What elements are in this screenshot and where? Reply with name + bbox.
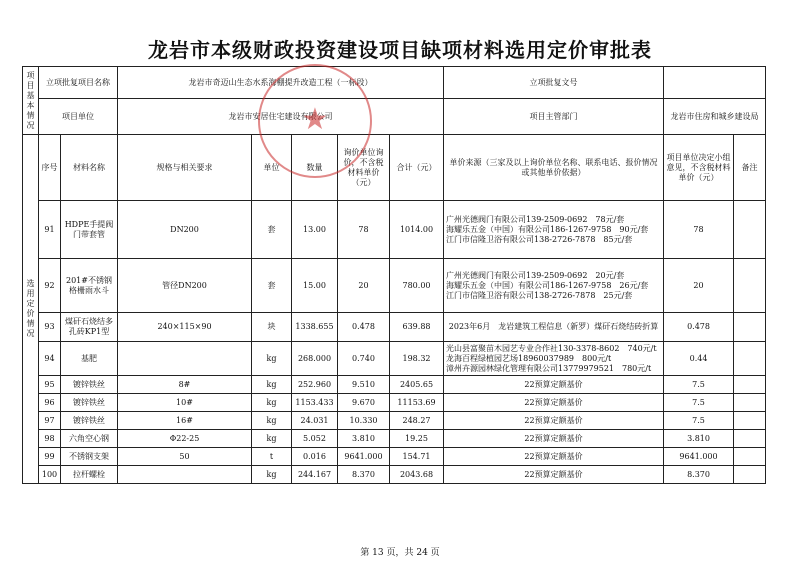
cell-seq: 96 xyxy=(39,394,61,412)
cell-seq: 99 xyxy=(39,448,61,466)
project-info-section-label: 项目基本情况 xyxy=(23,67,39,135)
header-unit: 单位 xyxy=(252,135,292,201)
cell-unit-price: 0.478 xyxy=(338,313,390,342)
document-title: 龙岩市本级财政投资建设项目缺项材料选用定价审批表 xyxy=(148,38,652,62)
cell-quantity: 15.00 xyxy=(292,259,338,313)
cell-total: 2043.68 xyxy=(390,466,444,484)
cell-proposal-price: 3.810 xyxy=(664,430,734,448)
cell-unit-price: 78 xyxy=(338,201,390,259)
info-row-unit xyxy=(23,99,766,135)
cell-total: 154.71 xyxy=(390,448,444,466)
cell-spec: 50 xyxy=(118,448,252,466)
price-source-line: 漳州卉源园林绿化管理有限公司13779979521 780元/t xyxy=(446,363,652,373)
cell-unit-price: 8.370 xyxy=(338,466,390,484)
cell-proposal-price: 20 xyxy=(664,259,734,313)
cell-unit-price: 9641.000 xyxy=(338,448,390,466)
cell-remark xyxy=(734,448,766,466)
table-row xyxy=(23,342,766,376)
cell-proposal-price: 7.5 xyxy=(664,412,734,430)
header-proposal: 项目单位决定小组意见，不含税材料单价（元） xyxy=(664,135,734,201)
cell-price-source xyxy=(444,376,664,394)
cell-remark xyxy=(734,394,766,412)
price-source-line: 22预算定额基价 xyxy=(524,433,583,443)
cell-price-source xyxy=(444,394,664,412)
cell-unit: 套 xyxy=(252,201,292,259)
cell-spec: Φ22-25 xyxy=(118,430,252,448)
price-source-line: 龙海百程绿植园艺场18960037989 800元/t xyxy=(446,353,612,363)
cell-proposal-price: 9641.000 xyxy=(664,448,734,466)
info-row-approval xyxy=(23,67,766,99)
price-source-line: 光山县富聚苗木园艺专业合作社130-3378-8602 740元/t xyxy=(446,343,657,353)
header-qty: 数量 xyxy=(292,135,338,201)
cell-spec: 240×115×90 xyxy=(118,313,252,342)
cell-spec: DN200 xyxy=(118,201,252,259)
approval-table xyxy=(22,66,766,484)
pricing-section-label: 选用定价情况 xyxy=(23,135,39,484)
cell-spec xyxy=(118,466,252,484)
cell-material-name: 镀锌铁丝 xyxy=(61,412,118,430)
cell-proposal-price: 78 xyxy=(664,201,734,259)
cell-unit: kg xyxy=(252,376,292,394)
cell-seq: 92 xyxy=(39,259,61,313)
column-header-row xyxy=(23,135,766,201)
cell-spec: 10# xyxy=(118,394,252,412)
cell-spec: 16# xyxy=(118,412,252,430)
cell-seq: 97 xyxy=(39,412,61,430)
cell-remark xyxy=(734,430,766,448)
price-source-line: 2023年6月 龙岩建筑工程信息（新罗）煤矸石烧结砖折算 xyxy=(448,322,659,331)
cell-material-name: 不锈钢支架 xyxy=(61,448,118,466)
table-row xyxy=(23,394,766,412)
header-name: 材料名称 xyxy=(61,135,118,201)
cell-unit-price: 3.810 xyxy=(338,430,390,448)
cell-spec xyxy=(118,342,252,376)
cell-total: 639.88 xyxy=(390,313,444,342)
approval-no-value xyxy=(664,67,766,99)
cell-price-source xyxy=(444,259,664,313)
cell-material-name: 镀锌铁丝 xyxy=(61,376,118,394)
cell-seq: 94 xyxy=(39,342,61,376)
table-row xyxy=(23,201,766,259)
header-price: 询价单位询价，不含税材料单价（元） xyxy=(338,135,390,201)
cell-total: 780.00 xyxy=(390,259,444,313)
table-row xyxy=(23,430,766,448)
cell-proposal-price: 8.370 xyxy=(664,466,734,484)
cell-unit-price: 10.330 xyxy=(338,412,390,430)
cell-unit-price: 0.740 xyxy=(338,342,390,376)
cell-material-name: 基肥 xyxy=(61,342,118,376)
cell-unit: kg xyxy=(252,430,292,448)
dept-label: 项目主管部门 xyxy=(444,99,664,135)
price-source-line: 广州光德阀门有限公司139-2509-0692 78元/套 xyxy=(446,214,625,224)
cell-proposal-price: 0.478 xyxy=(664,313,734,342)
cell-seq: 91 xyxy=(39,201,61,259)
cell-quantity: 252.960 xyxy=(292,376,338,394)
cell-remark xyxy=(734,376,766,394)
header-total: 合计（元） xyxy=(390,135,444,201)
cell-remark xyxy=(734,466,766,484)
cell-spec: 8# xyxy=(118,376,252,394)
cell-price-source xyxy=(444,430,664,448)
cell-material-name: 拉杆螺栓 xyxy=(61,466,118,484)
cell-remark xyxy=(734,313,766,342)
cell-quantity: 24.031 xyxy=(292,412,338,430)
table-row xyxy=(23,376,766,394)
cell-total: 1014.00 xyxy=(390,201,444,259)
cell-unit: 套 xyxy=(252,259,292,313)
price-source-line: 广州光德阀门有限公司139-2509-0692 20元/套 xyxy=(446,270,625,280)
cell-proposal-price: 7.5 xyxy=(664,376,734,394)
cell-unit: 块 xyxy=(252,313,292,342)
cell-unit: kg xyxy=(252,342,292,376)
header-source: 单价来源（三家及以上询价单位名称、联系电话、报价情况或其他单价依据） xyxy=(444,135,664,201)
cell-price-source xyxy=(444,466,664,484)
cell-unit-price: 9.510 xyxy=(338,376,390,394)
cell-remark xyxy=(734,201,766,259)
approval-item-label: 立项批复项目名称 xyxy=(39,67,118,99)
cell-quantity: 244.167 xyxy=(292,466,338,484)
price-source-line: 22预算定额基价 xyxy=(524,451,583,461)
cell-total: 198.32 xyxy=(390,342,444,376)
cell-seq: 98 xyxy=(39,430,61,448)
unit-label: 项目单位 xyxy=(39,99,118,135)
cell-seq: 93 xyxy=(39,313,61,342)
approval-no-label: 立项批复文号 xyxy=(444,67,664,99)
cell-price-source xyxy=(444,342,664,376)
cell-quantity: 1153.433 xyxy=(292,394,338,412)
cell-unit-price: 20 xyxy=(338,259,390,313)
cell-price-source xyxy=(444,412,664,430)
cell-material-name: 镀锌铁丝 xyxy=(61,394,118,412)
header-spec: 规格与相关要求 xyxy=(118,135,252,201)
cell-unit: kg xyxy=(252,394,292,412)
table-row xyxy=(23,259,766,313)
price-source-line: 江门市信隆卫浴有限公司138-2726-7878 85元/套 xyxy=(446,234,633,244)
cell-quantity: 13.00 xyxy=(292,201,338,259)
cell-remark xyxy=(734,342,766,376)
cell-quantity: 268.000 xyxy=(292,342,338,376)
cell-remark xyxy=(734,259,766,313)
approval-item-value: 龙岩市奇迈山生态水系海棚提升改造工程（一标段） xyxy=(118,67,444,99)
cell-total: 19.25 xyxy=(390,430,444,448)
cell-total: 11153.69 xyxy=(390,394,444,412)
table-row xyxy=(23,448,766,466)
cell-unit-price: 9.670 xyxy=(338,394,390,412)
cell-price-source xyxy=(444,201,664,259)
seal-star-icon: ★ xyxy=(301,102,329,137)
cell-proposal-price: 7.5 xyxy=(664,394,734,412)
price-source-line: 22预算定额基价 xyxy=(524,397,583,407)
cell-price-source xyxy=(444,448,664,466)
page-footer: 第 13 页，共 24 页 xyxy=(360,548,440,558)
cell-seq: 100 xyxy=(39,466,61,484)
cell-remark xyxy=(734,412,766,430)
cell-total: 248.27 xyxy=(390,412,444,430)
cell-price-source xyxy=(444,313,664,342)
price-source-line: 22预算定额基价 xyxy=(524,379,583,389)
table-row xyxy=(23,412,766,430)
dept-value: 龙岩市住房和城乡建设局 xyxy=(664,99,766,135)
price-source-line: 江门市信隆卫浴有限公司138-2726-7878 25元/套 xyxy=(446,290,633,300)
cell-unit: kg xyxy=(252,466,292,484)
cell-material-name: 201#不锈钢格栅雨水斗 xyxy=(61,259,118,313)
price-source-line: 22预算定额基价 xyxy=(524,415,583,425)
price-source-line: 海耀乐五金（中国）有限公司186-1267-9758 90元/套 xyxy=(446,224,649,234)
cell-quantity: 5.052 xyxy=(292,430,338,448)
cell-spec: 管径DN200 xyxy=(118,259,252,313)
table-row xyxy=(23,466,766,484)
cell-unit: kg xyxy=(252,412,292,430)
cell-quantity: 0.016 xyxy=(292,448,338,466)
cell-proposal-price: 0.44 xyxy=(664,342,734,376)
header-seq: 序号 xyxy=(39,135,61,201)
cell-total: 2405.65 xyxy=(390,376,444,394)
header-remark: 备注 xyxy=(734,135,766,201)
cell-seq: 95 xyxy=(39,376,61,394)
cell-material-name: 六角空心钢 xyxy=(61,430,118,448)
cell-quantity: 1338.655 xyxy=(292,313,338,342)
cell-material-name: 煤矸石烧结多孔砖KP1型 xyxy=(61,313,118,342)
price-source-line: 海耀乐五金（中国）有限公司186-1267-9758 26元/套 xyxy=(446,280,649,290)
cell-material-name: HDPE手提阀门带套管 xyxy=(61,201,118,259)
price-source-line: 22预算定额基价 xyxy=(524,469,583,479)
table-row xyxy=(23,313,766,342)
cell-unit: t xyxy=(252,448,292,466)
unit-value: 龙岩市安居住宅建设有限公司 xyxy=(118,99,444,135)
